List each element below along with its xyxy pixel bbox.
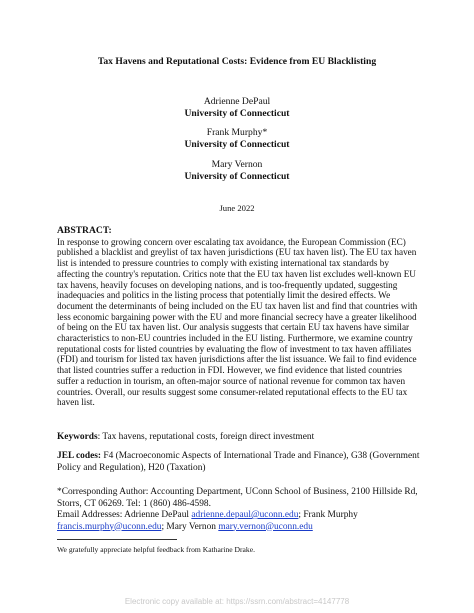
jel-label: JEL codes:: [57, 451, 102, 461]
abstract-line: of being on the EU tax haven list. Our analysis suggests that certain EU tax havens have similar: [57, 322, 410, 333]
footnote-rule: [57, 539, 177, 540]
abstract-section: [57, 226, 422, 408]
author-1: [0, 96, 474, 119]
abstract-line: suffer a reduction in tourism, an often-major source of national revenue for common tax haven: [57, 375, 406, 386]
abstract-line: reputational costs for listed countries by evaluating the flow of investment to tax haven affiliates: [57, 343, 412, 354]
author-3: [0, 159, 474, 182]
author-name: Frank Murphy*: [206, 127, 268, 138]
paper-title: Tax Havens and Reputational Costs: Evidence from EU Blacklisting: [97, 56, 377, 67]
abstract-line: haven list.: [57, 397, 95, 408]
author-name: Mary Vernon: [211, 159, 263, 170]
jel-line: F4 (Macroeconomic Aspects of International Trade and Finance), G38 (Government: [101, 451, 420, 461]
corr-address-line: Storrs, CT 06269. Tel: 1 (860) 486-4598.: [57, 498, 211, 509]
author-affiliation: University of Connecticut: [184, 138, 290, 150]
abstract-heading: ABSTRACT:: [57, 225, 112, 236]
author-name: Adrienne DePaul: [203, 96, 271, 107]
keywords-line: [57, 432, 427, 442]
abstract-line: that listed countries suffer a reduction in FDI. However, we find evidence that listed countries: [57, 365, 402, 376]
abstract-line: document the determinants of being included on the EU tax haven list and find that countries with: [57, 300, 418, 311]
keywords-label: Keywords: [57, 432, 98, 442]
email-link-vernon[interactable]: mary.vernon@uconn.edu: [218, 521, 313, 532]
author-affiliation: University of Connecticut: [184, 107, 290, 119]
email-label: Email Addresses: Adrienne DePaul: [57, 510, 192, 520]
footnote: We gratefully appreciate helpful feedback from Katharine Drake.: [57, 545, 255, 554]
jel-line: Policy and Regulation), H20 (Taxation): [57, 462, 206, 473]
jel-codes: [57, 451, 425, 474]
corresponding-author: [57, 487, 427, 533]
abstract-line: list is intended to pressure countries to comply with existing international tax standards by: [57, 258, 389, 269]
abstract-line: tax havens, heavily focuses on developing nations, and is too-frequently updated, suggesting: [57, 279, 398, 290]
abstract-line: less economic bargaining power with the EU and more financial secrecy have a greater likelihood: [57, 311, 417, 322]
abstract-line: countries. Overall, our results suggest some consumer-related reputational effects to the EU tax: [57, 386, 408, 397]
email-link-depaul[interactable]: adrienne.depaul@uconn.edu: [191, 510, 299, 520]
abstract-line: In response to growing concern over escalating tax avoidance, the European Commission (EC): [57, 236, 406, 247]
author-affiliation: University of Connecticut: [184, 170, 290, 182]
paper-date: June 2022: [219, 203, 255, 213]
email-link-murphy[interactable]: francis.murphy@uconn.edu: [57, 521, 162, 532]
abstract-line: published a blacklist and greylist of tax haven jurisdictions (EU tax haven list). The EU tax haven: [57, 247, 417, 258]
abstract-line: (FDI) and tourism for listed tax haven jurisdictions after the list issuance. We fail to find evidence: [57, 354, 417, 365]
email-separator: ; Mary Vernon: [161, 521, 219, 532]
abstract-line: characteristics to non-EU countries included in the EU listing. Furthermore, we examine country: [57, 333, 413, 344]
email-separator: ; Frank Murphy: [298, 510, 358, 520]
author-2: [0, 127, 474, 150]
ssrn-watermark: Electronic copy available at: https://ssrn.com/abstract=4147778: [124, 597, 350, 606]
abstract-line: affecting the country's reputation. Critics note that the EU tax haven list excludes well-known EU: [57, 268, 416, 279]
abstract-line: inadequacies and politics in the listing process that potentially limit the desired effects. We: [57, 290, 391, 301]
keywords-text: : Tax havens, reputational costs, foreign direct investment: [97, 432, 315, 442]
corr-address-line: *Corresponding Author: Accounting Department, UConn School of Business, 2100 Hillside Rd,: [57, 487, 418, 497]
